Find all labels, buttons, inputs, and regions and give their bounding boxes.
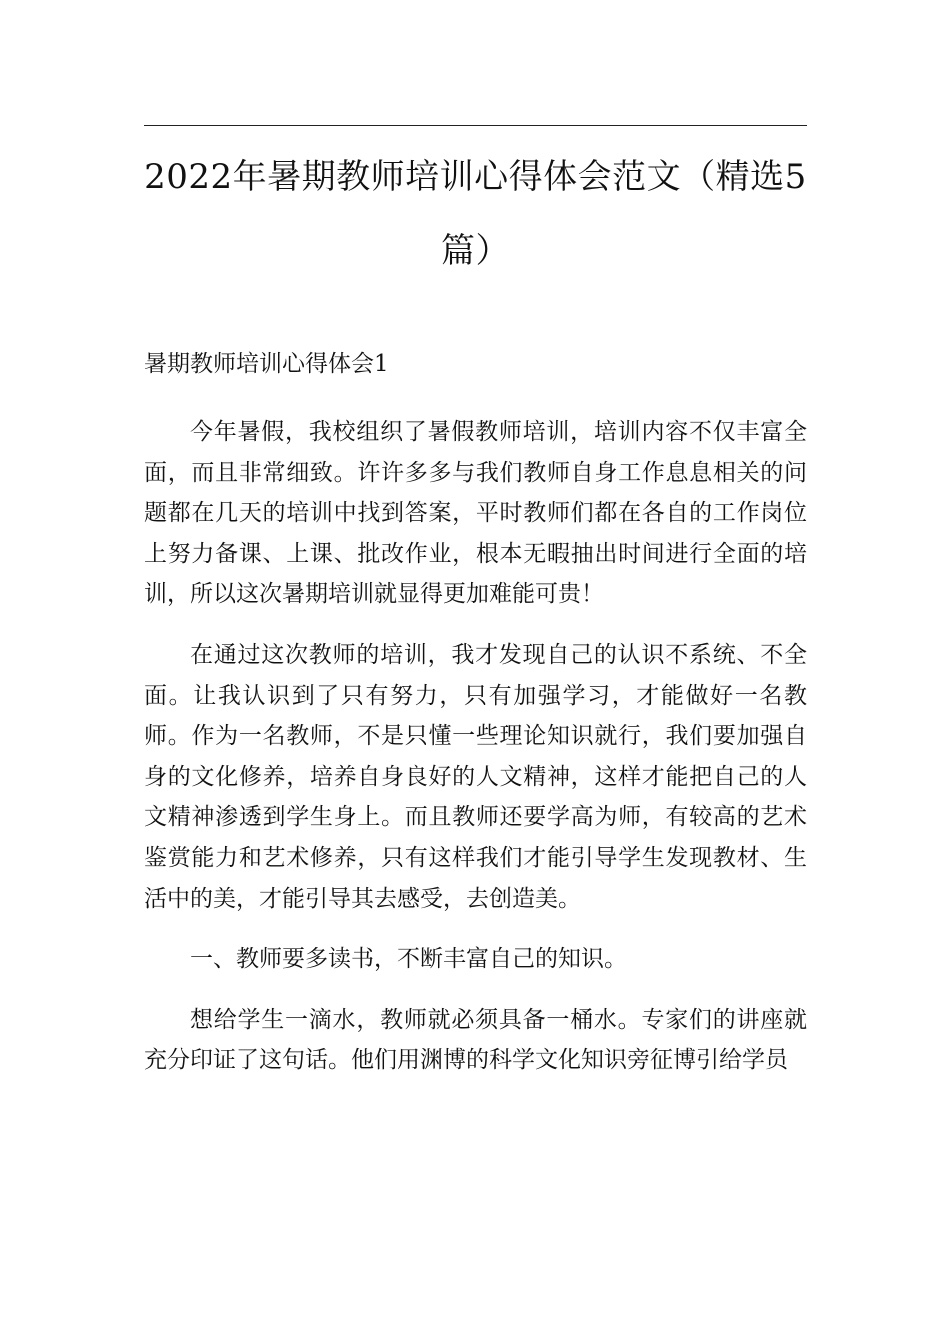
paragraph-1: 今年暑假，我校组织了暑假教师培训，培训内容不仅丰富全面，而且非常细致。许许多多与我们教师自身工作息息相关的问题都在几天的培训中找到答案，平时教师们都在各自的工作岗位上努力备课、上课、批改作业，根本无暇抽出时间进行全面的培训，所以这次暑期培训就显得更加难能可贵！ — [144, 419, 807, 608]
section-heading: 暑期教师培训心得体会1 — [144, 351, 389, 377]
paragraph-3: 一、教师要多读书，不断丰富自己的知识。 — [190, 946, 627, 973]
header-rule — [144, 125, 807, 126]
document-body — [144, 412, 807, 1101]
document-title: 2022年暑期教师培训心得体会范文（精选5篇） — [144, 157, 807, 271]
paragraph-4: 想给学生一滴水，教师就必须具备一桶水。专家们的讲座就充分印证了这句话。他们用渊博的科学文化知识旁征博引给学员 — [144, 1006, 807, 1074]
paragraph-2: 在通过这次教师的培训，我才发现自己的认识不系统、不全面。让我认识到了只有努力，只有加强学习，才能做好一名教师。作为一名教师，不是只懂一些理论知识就行，我们要加强自身的文化修养，培养自身良好的人文精神，这样才能把自己的人文精神渗透到学生身上。而且教师还要学高为师，有较高的艺术鉴赏能力和艺术修养，只有这样我们才能引导学生发现教材、生活中的美，才能引导其去感受，去创造美。 — [144, 641, 807, 912]
